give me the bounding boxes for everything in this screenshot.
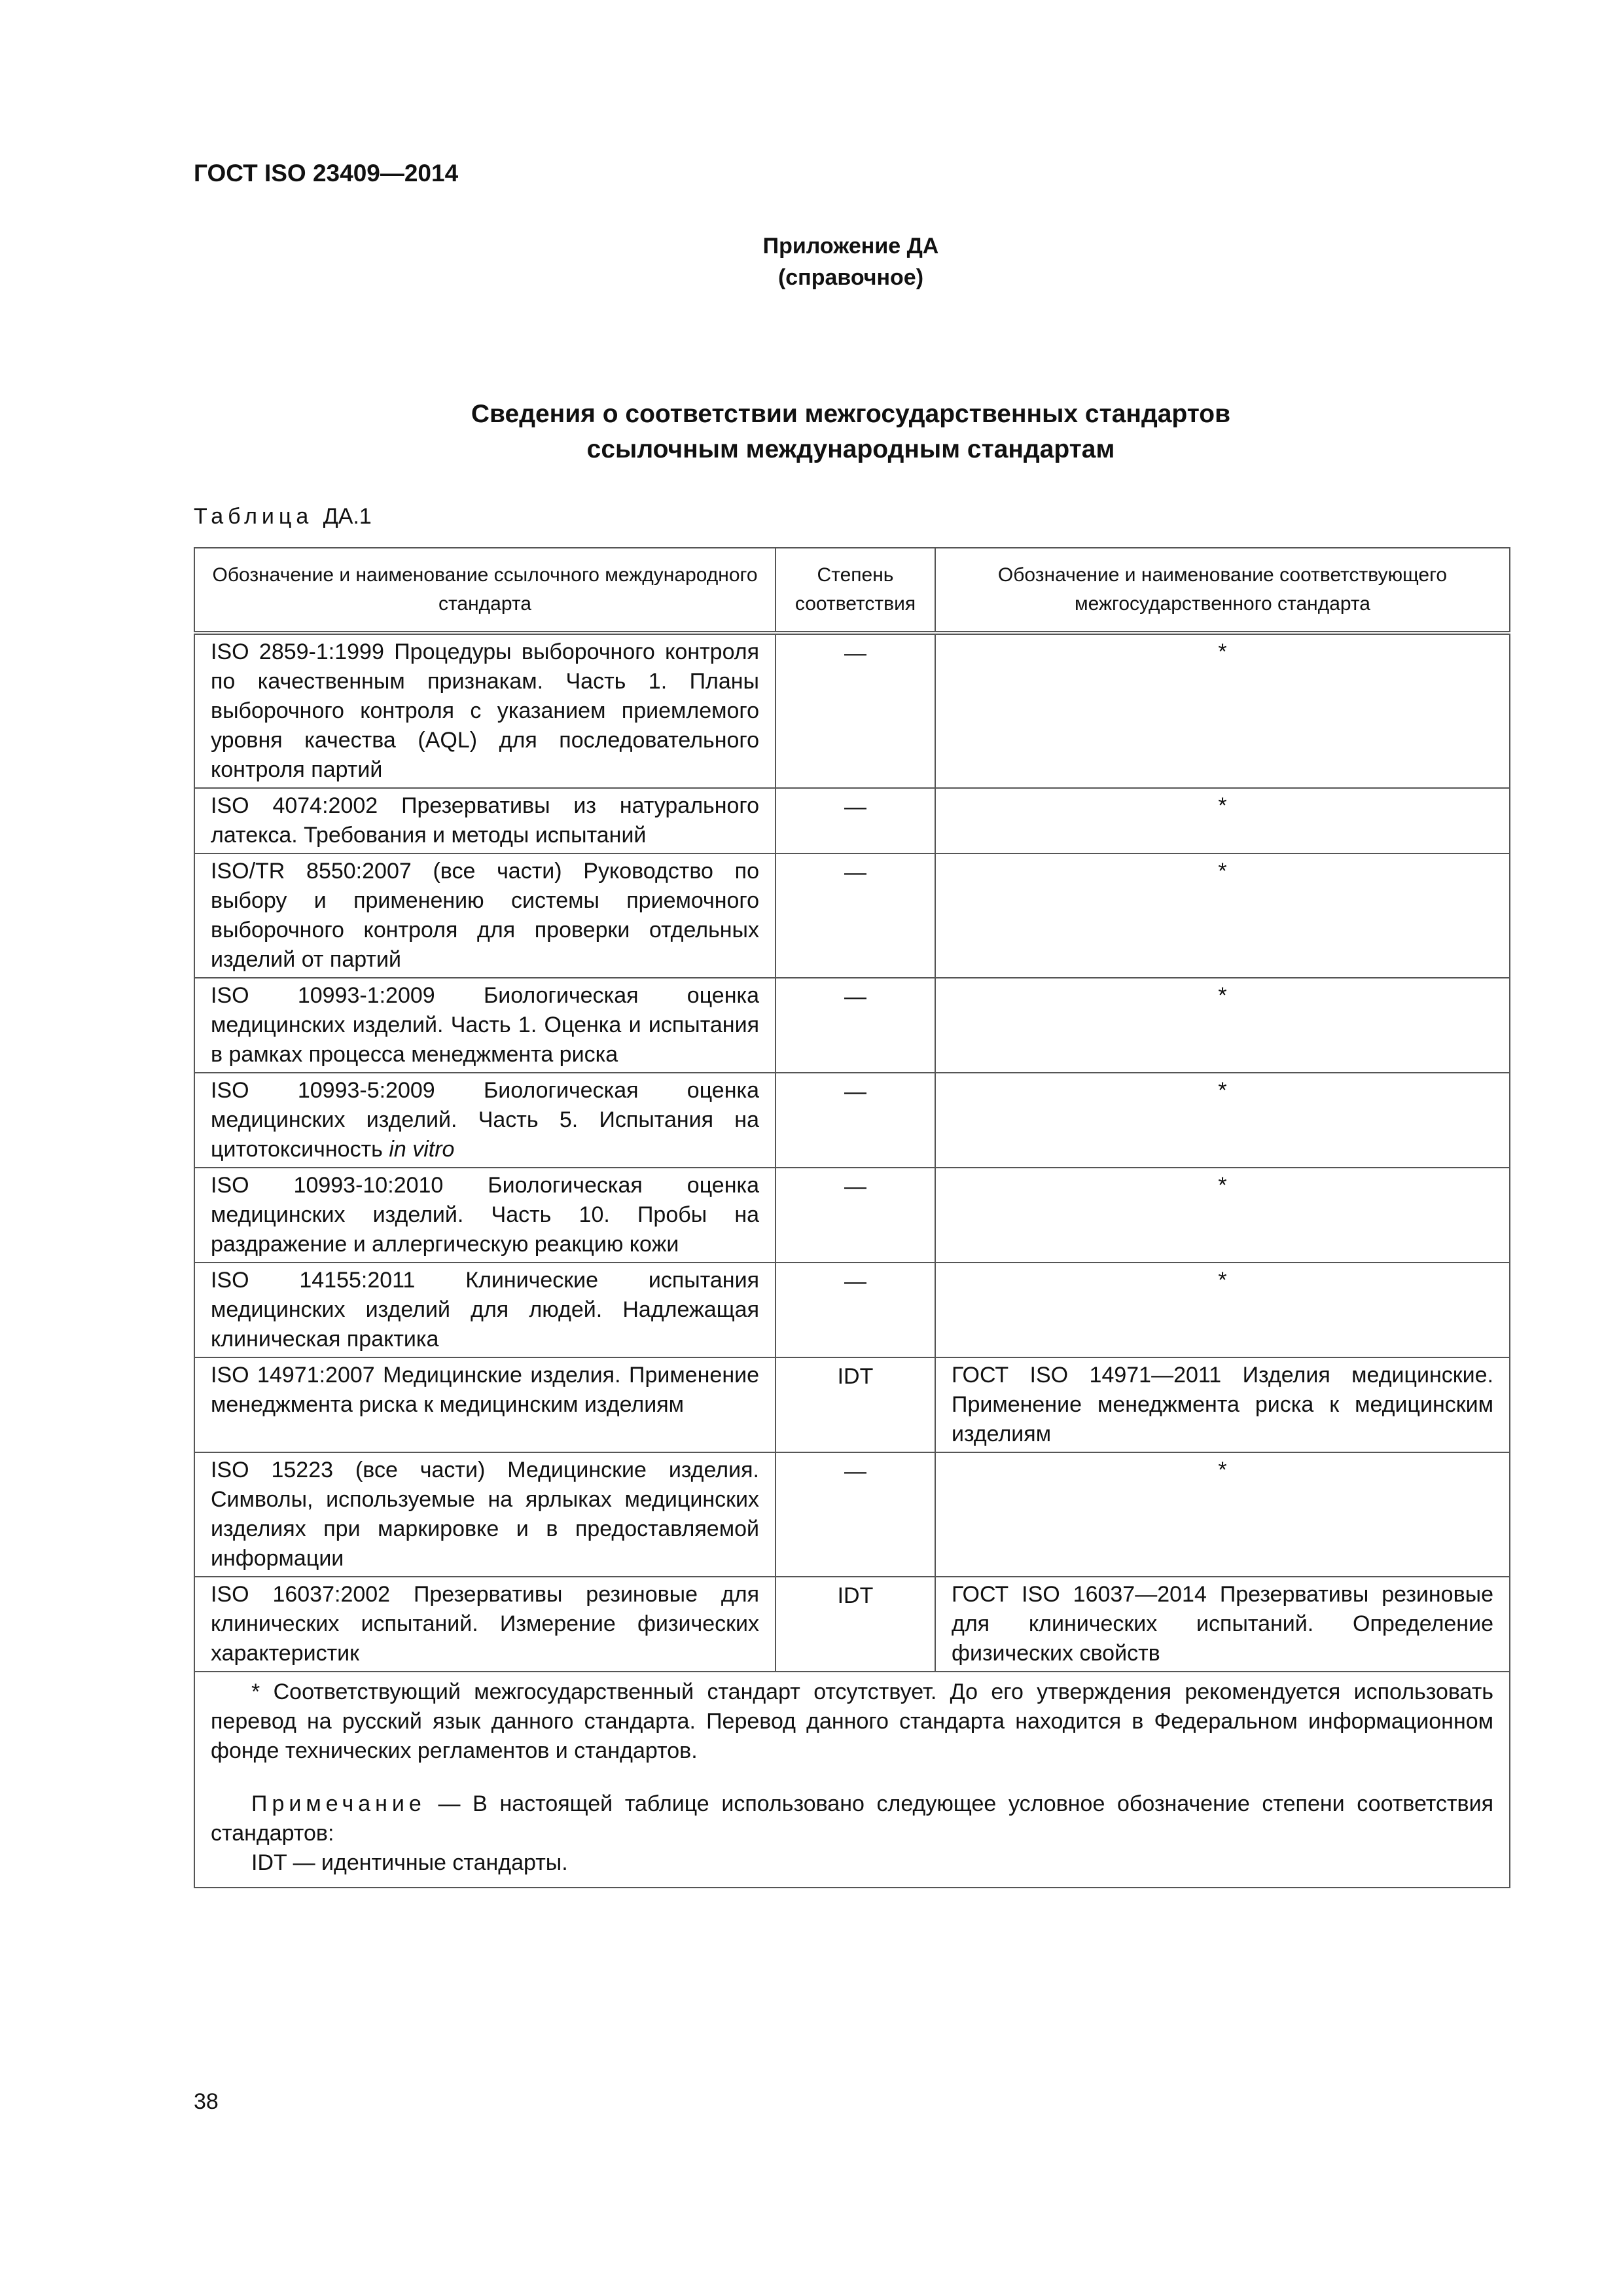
degree-cell: IDT: [776, 1577, 935, 1672]
interstate-cell: *: [935, 853, 1510, 978]
interstate-cell: ГОСТ ISO 14971—2011 Изделия медицинские. Применение менеджмента риска к медицинским изделиям: [935, 1357, 1510, 1452]
reference-cell: ISO/TR 8550:2007 (все части) Руководство по выбору и применению системы приемочного выборочного контроля для проверки отдельных изделий от партий: [194, 853, 776, 978]
reference-cell: ISO 10993-1:2009 Биологическая оценка медицинских изделий. Часть 1. Оценка и испытания в рамках процесса менеджмента риска: [194, 978, 776, 1073]
appendix-title: Приложение ДА: [762, 234, 939, 259]
reference-cell: ISO 14971:2007 Медицинские изделия. Применение менеджмента риска к медицинским изделиям: [194, 1357, 776, 1452]
interstate-cell: *: [935, 788, 1510, 853]
reference-cell: ISO 4074:2002 Презервативы из натурального латекса. Требования и методы испытаний: [194, 788, 776, 853]
degree-cell: —: [776, 978, 935, 1073]
degree-cell: —: [776, 788, 935, 853]
interstate-cell: *: [935, 1168, 1510, 1263]
table-footer-row: [194, 1672, 1510, 1888]
document-code: ГОСТ ISO 23409—2014: [194, 160, 459, 187]
table-caption: [194, 504, 372, 529]
note-text: — В настоящей таблице использовано следующее условное обозначение степени соответствия стандартов:: [211, 1791, 1493, 1846]
table-row: [194, 1168, 1510, 1263]
main-title-line-1: Сведения о соответствии межгосударственных стандартов: [471, 400, 1231, 428]
page-number: 38: [194, 2089, 219, 2114]
footnote: * Соответствующий межгосударственный стандарт отсутствует. До его утверждения рекомендуется использовать перевод на русский язык данного стандарта. Перевод данного стандарта находится в Федеральном информационном фонде технических регламентов и стандартов.: [211, 1679, 1493, 1763]
interstate-cell: ГОСТ ISO 16037—2014 Презервативы резиновые для клинических испытаний. Определение физических свойств: [935, 1577, 1510, 1672]
table-row: [194, 853, 1510, 978]
degree-cell: —: [776, 1168, 935, 1263]
interstate-cell: *: [935, 1452, 1510, 1577]
reference-cell: ISO 15223 (все части) Медицинские изделия. Символы, используемые на ярлыках медицинских изделиях при маркировке и в предоставляемой информации: [194, 1452, 776, 1577]
table-row: [194, 978, 1510, 1073]
table-caption-word: Таблица: [194, 504, 313, 529]
table-row: [194, 1073, 1510, 1168]
header-degree: Степень соответствия: [776, 548, 935, 633]
table-row: [194, 633, 1510, 788]
note-item: IDT — идентичные стандарты.: [251, 1850, 568, 1875]
reference-cell: [194, 1073, 776, 1168]
interstate-cell: *: [935, 978, 1510, 1073]
note: [211, 1789, 1493, 1848]
reference-cell: ISO 10993-10:2010 Биологическая оценка медицинских изделий. Часть 10. Пробы на раздражение и аллергическую реакцию кожи: [194, 1168, 776, 1263]
table-row: [194, 1452, 1510, 1577]
degree-cell: —: [776, 1263, 935, 1357]
reference-cell: ISO 14155:2011 Клинические испытания медицинских изделий для людей. Надлежащая клиническая практика: [194, 1263, 776, 1357]
degree-cell: —: [776, 1452, 935, 1577]
interstate-cell: *: [935, 633, 1510, 788]
interstate-cell: *: [935, 1263, 1510, 1357]
note-label: Примечание: [251, 1791, 426, 1816]
appendix-heading: [654, 230, 1047, 293]
interstate-cell: *: [935, 1073, 1510, 1168]
reference-cell: ISO 2859-1:1999 Процедуры выборочного контроля по качественным признакам. Часть 1. Планы выборочного контроля с указанием приемлемого уровня качества (AQL) для последовательного контроля партий: [194, 633, 776, 788]
degree-cell: —: [776, 1073, 935, 1168]
degree-cell: IDT: [776, 1357, 935, 1452]
appendix-subtitle: (справочное): [777, 265, 924, 290]
reference-cell: ISO 16037:2002 Презервативы резиновые для клинических испытаний. Измерение физических характеристик: [194, 1577, 776, 1672]
reference-text: ISO 10993-5:2009 Биологическая оценка медицинских изделий. Часть 5. Испытания на цитотоксичность: [211, 1078, 759, 1162]
table-footer: [194, 1672, 1510, 1888]
table-header-row: [194, 548, 1510, 633]
table-row: [194, 1263, 1510, 1357]
correspondence-table: [194, 547, 1510, 1888]
main-title-line-2: ссылочным международным стандартам: [586, 435, 1115, 463]
degree-cell: —: [776, 853, 935, 978]
degree-cell: —: [776, 633, 935, 788]
table-caption-number: ДА.1: [323, 504, 372, 529]
table-row: [194, 1357, 1510, 1452]
header-reference-standard: Обозначение и наименование ссылочного международного стандарта: [194, 548, 776, 633]
main-title: [327, 397, 1374, 467]
table-row: [194, 1577, 1510, 1672]
header-interstate-standard: Обозначение и наименование соответствующего межгосударственного стандарта: [935, 548, 1510, 633]
table-row: [194, 788, 1510, 853]
reference-italic-text: in vitro: [389, 1137, 455, 1162]
